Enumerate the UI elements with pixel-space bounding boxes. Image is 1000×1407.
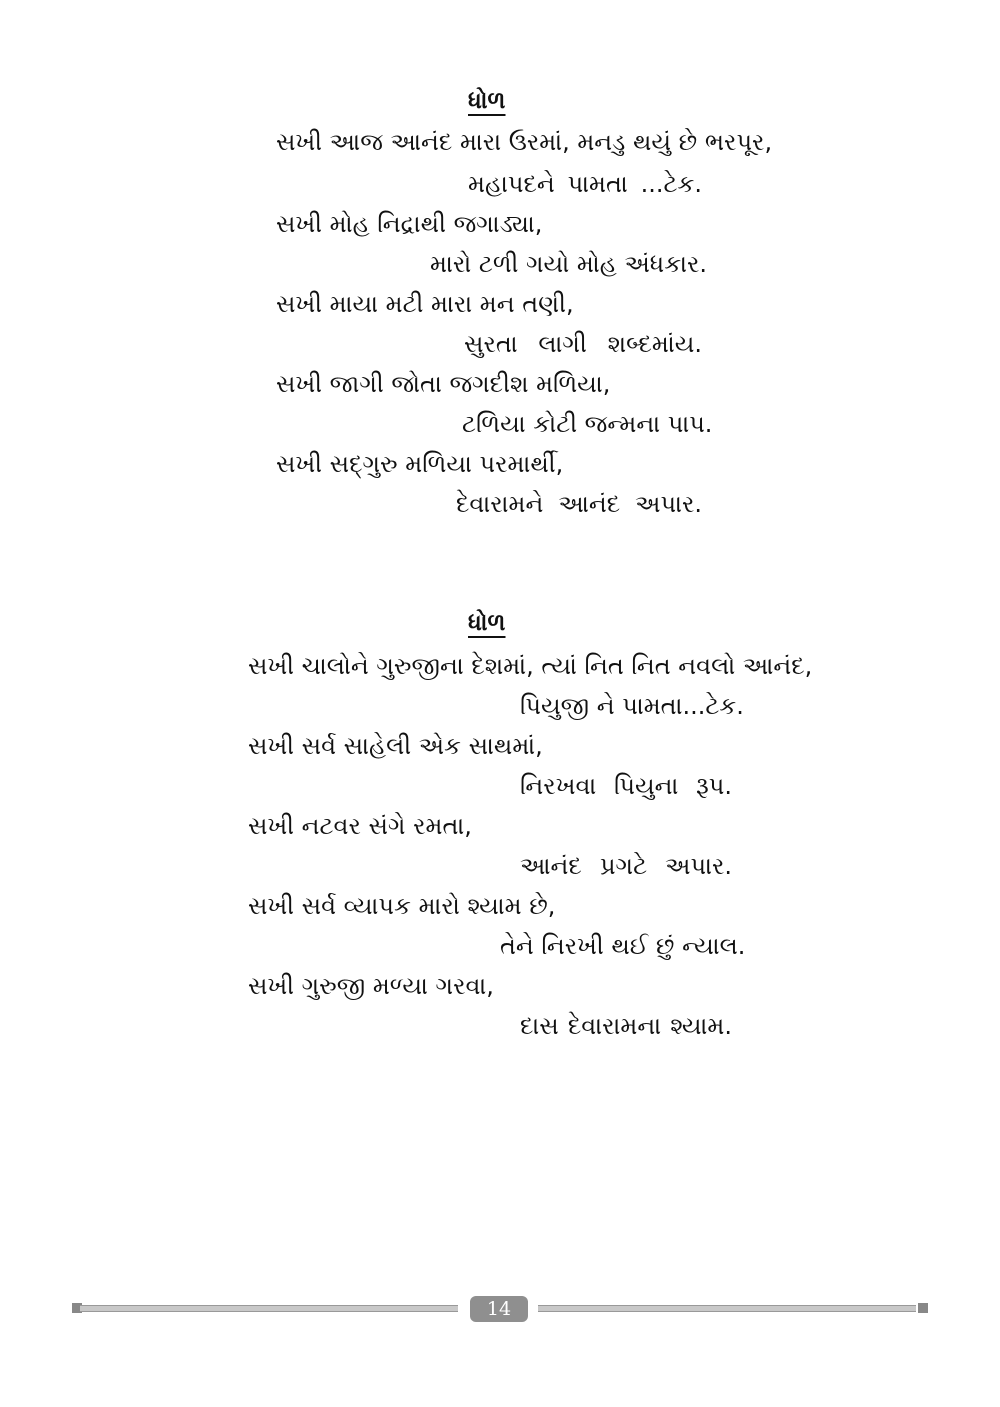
poem-2-title: ધોળ <box>468 610 506 636</box>
poem-1-line-2: મહાપદને પામતા ...ટેક. <box>468 170 702 198</box>
poem-1-line-7: સખી જાગી જોતા જગદીશ મળિયા, <box>276 370 611 398</box>
poem-2-line-10: દાસ દેવારામના શ્યામ. <box>520 1012 732 1040</box>
poem-2-line-1: સખી ચાલોને ગુરુજીના દેશમાં, ત્યાં નિત નિત નવલો આનંદ, <box>248 652 813 680</box>
poem-2-line-3: સખી સર્વ સાહેલી એક સાથમાં, <box>248 732 543 760</box>
page-footer <box>72 1296 928 1322</box>
poem-2-line-4: નિરખવા પિયુના રૂપ. <box>520 772 732 800</box>
footer-right-cap <box>918 1303 928 1313</box>
poem-2-line-9: સખી ગુરુજી મળ્યા ગરવા, <box>248 972 494 1000</box>
poem-2-line-8: તેને નિરખી થઈ છું ન્યાલ. <box>500 932 746 960</box>
poem-1-line-4: મારો ટળી ગયો મોહ અંધકાર. <box>430 250 708 278</box>
poem-2-line-2: પિયુજી ને પામતા...ટેક. <box>520 692 744 720</box>
page-number: 14 <box>470 1296 528 1322</box>
poem-1-line-8: ટળિયા કોટી જન્મના પાપ. <box>462 410 713 438</box>
footer-left-rule <box>80 1305 458 1312</box>
poem-1-line-1: સખી આજ આનંદ મારા ઉરમાં, મનડુ થયું છે ભરપૂર, <box>276 128 773 156</box>
poem-1-line-5: સખી માયા મટી મારા મન તણી, <box>276 290 574 318</box>
poem-2-line-7: સખી સર્વ વ્યાપક મારો શ્યામ છે, <box>248 892 556 920</box>
poem-1-line-10: દેવારામને આનંદ અપાર. <box>456 490 702 518</box>
footer-right-rule <box>538 1305 916 1312</box>
poem-1-line-9: સખી સદ્ગુરુ મળિયા પરમાર્થી, <box>276 450 564 478</box>
poem-1-title: ધોળ <box>468 88 506 114</box>
poem-2-line-5: સખી નટવર સંગે રમતા, <box>248 812 472 840</box>
poem-1-line-6: સુરતા લાગી શબ્દમાંય. <box>464 330 702 358</box>
poem-1-line-3: સખી મોહ નિદ્રાથી જગાડ્યા, <box>276 210 543 238</box>
poem-2-line-6: આનંદ પ્રગટે અપાર. <box>520 852 732 880</box>
